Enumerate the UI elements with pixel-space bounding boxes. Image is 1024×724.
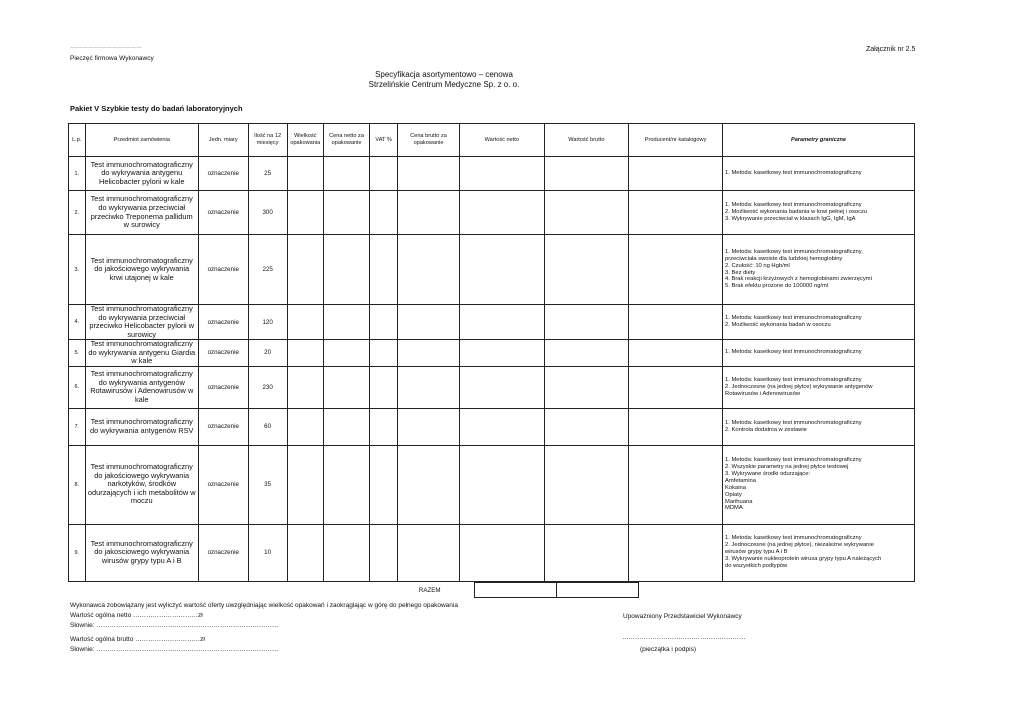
- pack-size-cell[interactable]: [287, 157, 323, 191]
- row-subject: Test immunochromatograficzny do jakościowego wykrywania krwi utajonej w kale: [85, 235, 198, 305]
- row-unit: oznaczenie: [198, 157, 248, 191]
- total-net-cell[interactable]: [474, 583, 556, 598]
- row-unit: oznaczenie: [198, 524, 248, 581]
- param-line: 2. Czułość: 10 ng Hgb/ml: [725, 262, 790, 269]
- pack-size-cell[interactable]: [287, 235, 323, 305]
- pack-size-cell[interactable]: [287, 408, 323, 445]
- row-unit: oznaczenie: [198, 366, 248, 408]
- row-params: [723, 445, 915, 524]
- param-line: 2. Wszyskie parametry na jednej płytce testowej: [725, 463, 849, 470]
- param-line: 3. Wykrywanie przeciwciał w klasach IgG, IgM, IgA: [725, 215, 856, 222]
- gross-value-cell[interactable]: [544, 408, 629, 445]
- producer-cell[interactable]: [629, 305, 723, 340]
- net-price-cell[interactable]: [323, 524, 369, 581]
- param-line: 2. Kontrola dodatnia w zestawie: [725, 426, 807, 433]
- vat-cell[interactable]: [370, 524, 398, 581]
- row-qty: 300: [248, 191, 287, 235]
- net-value-cell[interactable]: [459, 524, 544, 581]
- row-lp: 6.: [69, 366, 86, 408]
- row-qty: 35: [248, 445, 287, 524]
- param-line: 1. Metoda: kasetkowy test immunochromatograficzny: [725, 535, 862, 542]
- param-line: 1. Metoda: kasetkowy test immunochromatograficzny: [725, 202, 862, 209]
- row-subject: Test immunochromatograficzny do jakościowego wykrywania narkotyków, środków odurzających i ich metabolitów w moczu: [85, 445, 198, 524]
- producer-cell[interactable]: [629, 191, 723, 235]
- param-line: 1. Metoda: kasetkowy test immunochromatograficzny: [725, 419, 862, 426]
- row-lp: 9.: [69, 524, 86, 581]
- param-line: Kokaina: [725, 484, 746, 491]
- vat-cell[interactable]: [370, 191, 398, 235]
- row-params: [723, 157, 915, 191]
- rounding-note: Wykonawca zobowiązany jest wyliczyć wartość oferty uwzględniając wielkość opakowań i zaokrąglając w górę do pełnego opakowania: [70, 602, 458, 609]
- pack-size-cell[interactable]: [287, 366, 323, 408]
- param-line: 1. Metoda: kasetkowy test immunochromatograficzny: [725, 349, 862, 356]
- vat-cell[interactable]: [370, 445, 398, 524]
- row-unit: oznaczenie: [198, 408, 248, 445]
- gross-value-cell[interactable]: [544, 191, 629, 235]
- gross-total-line: Wartość ogólna brutto …………………………zł: [70, 636, 205, 643]
- total-label: RAZEM: [418, 586, 441, 594]
- param-line: 2. Możliwość wykonania badań w osoczu: [725, 322, 831, 329]
- header-gross-price: Cena brutto za opakowanie: [398, 124, 460, 157]
- row-subject: Test immunochromatograficzny do wykrywania antygenów Rotawirusów i Adenowirusów w kale: [85, 366, 198, 408]
- row-params: [723, 235, 915, 305]
- gross-value-cell[interactable]: [544, 340, 629, 367]
- param-line: przeciwciała swoiste dla ludzkiej hemoglobiny: [725, 255, 843, 262]
- row-qty: 230: [248, 366, 287, 408]
- producer-cell[interactable]: [629, 524, 723, 581]
- table-row: [69, 340, 915, 367]
- pack-size-cell[interactable]: [287, 445, 323, 524]
- net-price-cell[interactable]: [323, 157, 369, 191]
- net-value-cell[interactable]: [459, 408, 544, 445]
- net-value-cell[interactable]: [459, 366, 544, 408]
- gross-price-cell[interactable]: [398, 340, 460, 367]
- param-line: Rotawirusów i Adenowirusów: [725, 390, 801, 397]
- header-lp: L.p.: [69, 124, 86, 157]
- table-row: [69, 191, 915, 235]
- specification-table: [68, 123, 915, 582]
- gross-value-cell[interactable]: [544, 305, 629, 340]
- net-price-cell[interactable]: [323, 366, 369, 408]
- param-line: 1. Metoda: kasetkowy test immunochromatograficzny: [725, 170, 862, 177]
- net-price-cell[interactable]: [323, 191, 369, 235]
- annex-number: Załącznik nr 2.5: [866, 46, 916, 53]
- param-line: 2. Możliwość wykonania badania w krwi pełnej i osoczu: [725, 209, 868, 216]
- row-subject: Test immunochromatograficzny do wykrywania przeciwciał przeciwko Helicobacter pylorii w surowicy: [85, 305, 198, 340]
- gross-value-cell[interactable]: [544, 445, 629, 524]
- param-line: 4. Brak reakcji krzyżowych z hemoglobinami zwierzęcymi: [725, 276, 872, 283]
- representative-label: Upoważniony Przedstawiciel Wykonawcy: [623, 613, 742, 620]
- pack-size-cell[interactable]: [287, 191, 323, 235]
- row-params: [723, 408, 915, 445]
- param-line: wirusów grypy typu A i B: [725, 549, 788, 556]
- gross-price-cell[interactable]: [398, 157, 460, 191]
- param-line: 3. Wykrywane środki odurzające:: [725, 470, 811, 477]
- table-row: [69, 408, 915, 445]
- row-lp: 5.: [69, 340, 86, 367]
- row-params: [723, 305, 915, 340]
- row-qty: 120: [248, 305, 287, 340]
- gross-value-cell[interactable]: [544, 157, 629, 191]
- gross-words-line: Słownie: …………………………………………………………………………: [70, 646, 279, 653]
- param-line: 3. Bez diety: [725, 269, 756, 276]
- net-price-cell[interactable]: [323, 340, 369, 367]
- header-pack-size: Wielkość opakowania: [287, 124, 323, 157]
- row-params: [723, 524, 915, 581]
- row-qty: 25: [248, 157, 287, 191]
- row-subject: Test immunochromatograficzny do wykrywania antygenu Helicobacter pylorii w kale: [85, 157, 198, 191]
- row-subject: Test immunochromatograficzny do jakosciowego wykrywania wirusów grypy typu A i B: [85, 524, 198, 581]
- company-stamp-dots: ………………………………: [70, 44, 142, 50]
- header-unit: Jedn. miary: [198, 124, 248, 157]
- net-price-cell[interactable]: [323, 408, 369, 445]
- producer-cell[interactable]: [629, 157, 723, 191]
- gross-price-cell[interactable]: [398, 445, 460, 524]
- vat-cell[interactable]: [370, 157, 398, 191]
- document-subtitle: Strzelińskie Centrum Medyczne Sp. z o. o.: [368, 80, 520, 89]
- row-params: [723, 191, 915, 235]
- vat-cell[interactable]: [370, 340, 398, 367]
- param-line: 2. Jednoczesne (na jednej płytce) wykrywanie antygenów: [725, 383, 873, 390]
- row-subject: Test immunochromatograficzny do wykrywania antygenów RSV: [85, 408, 198, 445]
- header-gross-value: Wartość brutto: [544, 124, 629, 157]
- row-unit: oznaczenie: [198, 235, 248, 305]
- row-unit: oznaczenie: [198, 445, 248, 524]
- net-value-cell[interactable]: [459, 305, 544, 340]
- table-row: [69, 445, 915, 524]
- param-line: 1. Metoda: kasetkowy test immunochromatograficzny: [725, 456, 862, 463]
- net-value-cell[interactable]: [459, 340, 544, 367]
- row-unit: oznaczenie: [198, 340, 248, 367]
- producer-cell[interactable]: [629, 445, 723, 524]
- header-net-value: Wartość netto: [459, 124, 544, 157]
- signature-dots: …………………………………………………: [622, 634, 746, 641]
- gross-price-cell[interactable]: [398, 408, 460, 445]
- param-line: Opiaty: [725, 491, 742, 498]
- gross-price-cell[interactable]: [398, 191, 460, 235]
- net-value-cell[interactable]: [459, 445, 544, 524]
- table-header-row: [69, 124, 915, 157]
- row-lp: 3.: [69, 235, 86, 305]
- param-line: do wszystkich podtypów: [725, 563, 788, 570]
- signature-label: (pieczątka i podpis): [640, 646, 696, 653]
- table-row: [69, 524, 915, 581]
- header-subject: Przedmiot zamówienia: [85, 124, 198, 157]
- document-title: Specyfikacja asortymentowo – cenowa: [375, 70, 513, 79]
- row-lp: 2.: [69, 191, 86, 235]
- packet-heading: Pakiet V Szybkie testy do badań laboratoryjnych: [70, 104, 243, 113]
- producer-cell[interactable]: [629, 340, 723, 367]
- total-gross-cell[interactable]: [556, 583, 638, 598]
- param-line: Amfetamina: [725, 477, 756, 484]
- vat-cell[interactable]: [370, 235, 398, 305]
- producer-cell[interactable]: [629, 408, 723, 445]
- gross-value-cell[interactable]: [544, 366, 629, 408]
- vat-cell[interactable]: [370, 366, 398, 408]
- param-line: 1. Metoda: kasetkowy test immunochromatograficzny: [725, 315, 862, 322]
- row-qty: 60: [248, 408, 287, 445]
- header-params: Parametry graniczne: [723, 124, 915, 157]
- table-row: [69, 235, 915, 305]
- row-lp: 7.: [69, 408, 86, 445]
- row-params: [723, 366, 915, 408]
- gross-price-cell[interactable]: [398, 524, 460, 581]
- net-value-cell[interactable]: [459, 235, 544, 305]
- header-qty: Ilość na 12 miesięcy: [248, 124, 287, 157]
- table-row: [69, 157, 915, 191]
- producer-cell[interactable]: [629, 366, 723, 408]
- net-price-cell[interactable]: [323, 305, 369, 340]
- param-line: MDMA: [725, 505, 743, 512]
- pack-size-cell[interactable]: [287, 305, 323, 340]
- header-net-price: Cena netto za opakowanie: [323, 124, 369, 157]
- param-line: 2. Jednoczesne (na jednej płytce), niezależne wykrywanie: [725, 542, 874, 549]
- producer-cell[interactable]: [629, 235, 723, 305]
- gross-price-cell[interactable]: [398, 235, 460, 305]
- pack-size-cell[interactable]: [287, 524, 323, 581]
- row-unit: oznaczenie: [198, 305, 248, 340]
- table-row: [69, 366, 915, 408]
- param-line: 1. Metoda: kasetkowy test immunochromatograficzny,: [725, 248, 863, 255]
- row-qty: 225: [248, 235, 287, 305]
- net-price-cell[interactable]: [323, 445, 369, 524]
- net-price-cell[interactable]: [323, 235, 369, 305]
- total-table: [386, 582, 639, 598]
- net-total-line: Wartość ogólna netto …………………………zł: [70, 612, 203, 619]
- row-subject: Test immunochromatograficzny do wykrywania antygenu Giardia w kale: [85, 340, 198, 367]
- net-value-cell[interactable]: [459, 191, 544, 235]
- row-subject: Test immunochromatograficzny do wykrywania przeciwciał przeciwko Treponema pallidum w surowicy: [85, 191, 198, 235]
- row-lp: 1.: [69, 157, 86, 191]
- header-vat: VAT %: [370, 124, 398, 157]
- row-lp: 8.: [69, 445, 86, 524]
- vat-cell[interactable]: [370, 305, 398, 340]
- gross-price-cell[interactable]: [398, 366, 460, 408]
- net-value-cell[interactable]: [459, 157, 544, 191]
- row-qty: 20: [248, 340, 287, 367]
- pack-size-cell[interactable]: [287, 340, 323, 367]
- row-params: [723, 340, 915, 367]
- gross-price-cell[interactable]: [398, 305, 460, 340]
- gross-value-cell[interactable]: [544, 524, 629, 581]
- row-qty: 10: [248, 524, 287, 581]
- param-line: 1. Metoda: kasetkowy test immunochromatograficzny: [725, 376, 862, 383]
- net-words-line: Słownie: …………………………………………………………………………: [70, 622, 279, 629]
- table-row: [69, 305, 915, 340]
- row-unit: oznaczenie: [198, 191, 248, 235]
- vat-cell[interactable]: [370, 408, 398, 445]
- company-stamp-label: Pieczęć firmowa Wykonawcy: [70, 55, 154, 62]
- param-line: 3. Wykrywanie nukleoprotein wirusa grypy typu A należących: [725, 556, 882, 563]
- header-producer: Producent/nr katalogowy: [629, 124, 723, 157]
- param-line: 5. Brak efektu prozone do 100000 ng/ml: [725, 283, 829, 290]
- gross-value-cell[interactable]: [544, 235, 629, 305]
- row-lp: 4.: [69, 305, 86, 340]
- param-line: Marihuana: [725, 498, 753, 505]
